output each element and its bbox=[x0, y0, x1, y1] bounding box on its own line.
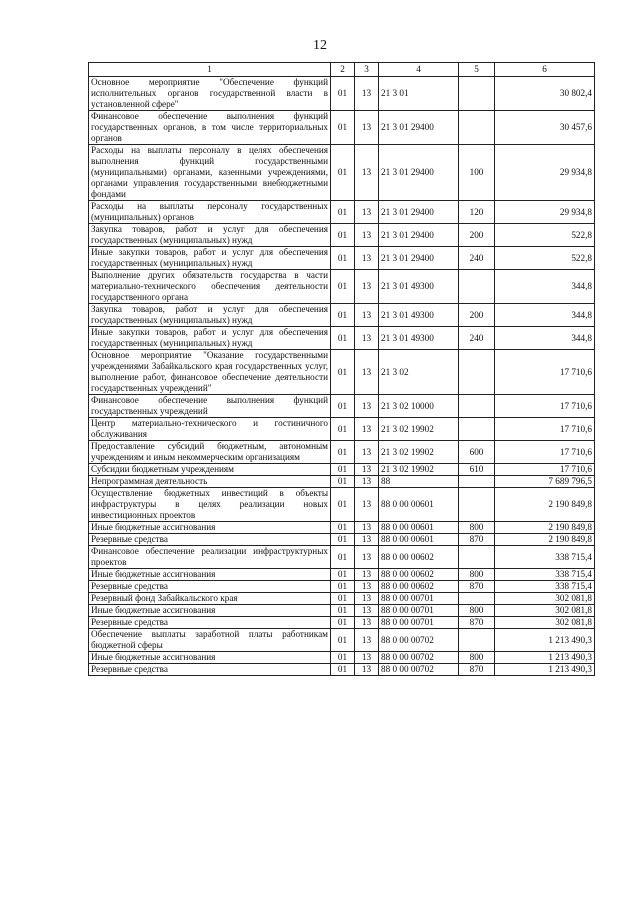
section-code-cell: 01 bbox=[331, 476, 355, 488]
section-code-cell: 01 bbox=[331, 488, 355, 522]
subsection-code-cell: 13 bbox=[355, 569, 379, 581]
section-code-cell: 01 bbox=[331, 395, 355, 418]
subsection-code-cell: 13 bbox=[355, 270, 379, 304]
table-row bbox=[89, 304, 595, 327]
target-item-code-cell: 88 0 00 00702 bbox=[379, 629, 459, 652]
section-code-cell: 01 bbox=[331, 581, 355, 593]
expense-name-cell: Непрограммная деятельность bbox=[89, 476, 331, 488]
section-code-cell: 01 bbox=[331, 464, 355, 476]
expense-type-code-cell: 870 bbox=[459, 617, 495, 629]
target-item-code-cell: 88 0 00 00601 bbox=[379, 522, 459, 534]
section-code-cell: 01 bbox=[331, 534, 355, 546]
amount-cell: 338 715,4 bbox=[495, 569, 595, 581]
subsection-code-cell: 13 bbox=[355, 224, 379, 247]
section-code-cell: 01 bbox=[331, 224, 355, 247]
expense-name-cell: Расходы на выплаты персоналу в целях обеспечения выполнения функций государственными (муниципальными) органами, казенными учреждениями, органами управления государственными внебюджетными фондами bbox=[89, 145, 331, 201]
amount-cell: 17 710,6 bbox=[495, 418, 595, 441]
subsection-code-cell: 13 bbox=[355, 350, 379, 395]
expense-type-code-cell: 600 bbox=[459, 441, 495, 464]
amount-cell: 1 213 490,3 bbox=[495, 664, 595, 676]
expense-name-cell: Предоставление субсидий бюджетным, автономным учреждениям и иным некоммерческим организациям bbox=[89, 441, 331, 464]
expense-name-cell: Закупка товаров, работ и услуг для обеспечения государственных (муниципальных) нужд bbox=[89, 224, 331, 247]
subsection-code-cell: 13 bbox=[355, 488, 379, 522]
expense-name-cell: Иные закупки товаров, работ и услуг для обеспечения государственных (муниципальных) нужд bbox=[89, 327, 331, 350]
amount-cell: 29 934,8 bbox=[495, 201, 595, 224]
target-item-code-cell: 21 3 01 29400 bbox=[379, 201, 459, 224]
amount-cell: 17 710,6 bbox=[495, 441, 595, 464]
subsection-code-cell: 13 bbox=[355, 464, 379, 476]
table-row bbox=[89, 546, 595, 569]
amount-cell: 522,8 bbox=[495, 247, 595, 270]
target-item-code-cell: 21 3 01 49300 bbox=[379, 304, 459, 327]
subsection-code-cell: 13 bbox=[355, 418, 379, 441]
expense-type-code-cell: 870 bbox=[459, 581, 495, 593]
target-item-code-cell: 21 3 01 29400 bbox=[379, 224, 459, 247]
expense-name-cell: Резервные средства bbox=[89, 664, 331, 676]
header-cell: 4 bbox=[379, 63, 459, 77]
target-item-code-cell: 21 3 01 49300 bbox=[379, 270, 459, 304]
table-row bbox=[89, 464, 595, 476]
section-code-cell: 01 bbox=[331, 418, 355, 441]
expense-name-cell: Резервные средства bbox=[89, 534, 331, 546]
section-code-cell: 01 bbox=[331, 664, 355, 676]
section-code-cell: 01 bbox=[331, 111, 355, 145]
table-row bbox=[89, 327, 595, 350]
section-code-cell: 01 bbox=[331, 247, 355, 270]
subsection-code-cell: 13 bbox=[355, 327, 379, 350]
target-item-code-cell: 88 0 00 00701 bbox=[379, 605, 459, 617]
amount-cell: 302 081,8 bbox=[495, 593, 595, 605]
table-row bbox=[89, 629, 595, 652]
table-row bbox=[89, 111, 595, 145]
table-row bbox=[89, 617, 595, 629]
expense-type-code-cell: 610 bbox=[459, 464, 495, 476]
subsection-code-cell: 13 bbox=[355, 522, 379, 534]
table-row bbox=[89, 664, 595, 676]
amount-cell: 7 689 796,5 bbox=[495, 476, 595, 488]
subsection-code-cell: 13 bbox=[355, 145, 379, 201]
target-item-code-cell: 21 3 01 49300 bbox=[379, 327, 459, 350]
expense-type-code-cell bbox=[459, 395, 495, 418]
section-code-cell: 01 bbox=[331, 270, 355, 304]
expense-name-cell: Финансовое обеспечение реализации инфраструктурных проектов bbox=[89, 546, 331, 569]
amount-cell: 344,8 bbox=[495, 304, 595, 327]
expense-name-cell: Обеспечение выплаты заработной платы работникам бюджетной сферы bbox=[89, 629, 331, 652]
header-cell: 5 bbox=[459, 63, 495, 77]
target-item-code-cell: 88 0 00 00602 bbox=[379, 569, 459, 581]
subsection-code-cell: 13 bbox=[355, 546, 379, 569]
header-cell: 2 bbox=[331, 63, 355, 77]
section-code-cell: 01 bbox=[331, 304, 355, 327]
target-item-code-cell: 88 0 00 00602 bbox=[379, 546, 459, 569]
subsection-code-cell: 13 bbox=[355, 111, 379, 145]
expense-type-code-cell bbox=[459, 593, 495, 605]
amount-cell: 302 081,8 bbox=[495, 605, 595, 617]
target-item-code-cell: 88 0 00 00602 bbox=[379, 581, 459, 593]
expense-name-cell: Осуществление бюджетных инвестиций в объекты инфраструктуры в целях реализации новых инвестиционных проектов bbox=[89, 488, 331, 522]
subsection-code-cell: 13 bbox=[355, 581, 379, 593]
subsection-code-cell: 13 bbox=[355, 201, 379, 224]
section-code-cell: 01 bbox=[331, 327, 355, 350]
section-code-cell: 01 bbox=[331, 546, 355, 569]
subsection-code-cell: 13 bbox=[355, 593, 379, 605]
subsection-code-cell: 13 bbox=[355, 664, 379, 676]
expense-name-cell: Расходы на выплаты персоналу государственных (муниципальных) органов bbox=[89, 201, 331, 224]
target-item-code-cell: 21 3 01 29400 bbox=[379, 145, 459, 201]
expense-name-cell: Центр материально-технического и гостиничного обслуживания bbox=[89, 418, 331, 441]
expense-type-code-cell bbox=[459, 546, 495, 569]
amount-cell: 17 710,6 bbox=[495, 464, 595, 476]
expense-type-code-cell: 800 bbox=[459, 605, 495, 617]
header-cell: 6 bbox=[495, 63, 595, 77]
subsection-code-cell: 13 bbox=[355, 395, 379, 418]
expense-name-cell: Иные бюджетные ассигнования bbox=[89, 569, 331, 581]
amount-cell: 17 710,6 bbox=[495, 350, 595, 395]
expense-name-cell: Закупка товаров, работ и услуг для обеспечения государственных (муниципальных) нужд bbox=[89, 304, 331, 327]
table-row bbox=[89, 581, 595, 593]
target-item-code-cell: 21 3 01 29400 bbox=[379, 247, 459, 270]
target-item-code-cell: 21 3 02 10000 bbox=[379, 395, 459, 418]
amount-cell: 29 934,8 bbox=[495, 145, 595, 201]
expense-type-code-cell bbox=[459, 111, 495, 145]
table-row bbox=[89, 224, 595, 247]
expense-type-code-cell bbox=[459, 629, 495, 652]
subsection-code-cell: 13 bbox=[355, 629, 379, 652]
section-code-cell: 01 bbox=[331, 145, 355, 201]
expense-name-cell: Финансовое обеспечение выполнения функций государственных органов, в том числе территориальных органов bbox=[89, 111, 331, 145]
section-code-cell: 01 bbox=[331, 201, 355, 224]
subsection-code-cell: 13 bbox=[355, 304, 379, 327]
target-item-code-cell: 88 0 00 00601 bbox=[379, 488, 459, 522]
section-code-cell: 01 bbox=[331, 569, 355, 581]
section-code-cell: 01 bbox=[331, 629, 355, 652]
table-row bbox=[89, 652, 595, 664]
amount-cell: 522,8 bbox=[495, 224, 595, 247]
target-item-code-cell: 21 3 02 bbox=[379, 350, 459, 395]
expense-type-code-cell: 240 bbox=[459, 247, 495, 270]
page-number: 12 bbox=[313, 38, 327, 53]
expense-name-cell: Выполнение других обязательств государства в части материально-технического обеспечения деятельности государственного органа bbox=[89, 270, 331, 304]
section-code-cell: 01 bbox=[331, 605, 355, 617]
amount-cell: 2 190 849,8 bbox=[495, 488, 595, 522]
subsection-code-cell: 13 bbox=[355, 476, 379, 488]
table-row bbox=[89, 77, 595, 111]
table-row bbox=[89, 534, 595, 546]
expense-name-cell: Резервные средства bbox=[89, 581, 331, 593]
target-item-code-cell: 88 0 00 00701 bbox=[379, 617, 459, 629]
table-row bbox=[89, 350, 595, 395]
expense-type-code-cell bbox=[459, 270, 495, 304]
expense-name-cell: Основное мероприятие "Оказание государственными учреждениями Забайкальского края государственных услуг, выполнение работ, финансовое обеспечение деятельности государственных учреждений" bbox=[89, 350, 331, 395]
target-item-code-cell: 21 3 02 19902 bbox=[379, 441, 459, 464]
section-code-cell: 01 bbox=[331, 593, 355, 605]
table-row bbox=[89, 418, 595, 441]
subsection-code-cell: 13 bbox=[355, 441, 379, 464]
expense-name-cell: Резервные средства bbox=[89, 617, 331, 629]
expense-name-cell: Иные бюджетные ассигнования bbox=[89, 652, 331, 664]
table-row bbox=[89, 605, 595, 617]
target-item-code-cell: 21 3 02 19902 bbox=[379, 464, 459, 476]
section-code-cell: 01 bbox=[331, 441, 355, 464]
subsection-code-cell: 13 bbox=[355, 617, 379, 629]
table-row bbox=[89, 395, 595, 418]
expense-type-code-cell: 240 bbox=[459, 327, 495, 350]
expense-type-code-cell: 200 bbox=[459, 304, 495, 327]
header-cell: 3 bbox=[355, 63, 379, 77]
expense-type-code-cell: 800 bbox=[459, 652, 495, 664]
section-code-cell: 01 bbox=[331, 522, 355, 534]
subsection-code-cell: 13 bbox=[355, 247, 379, 270]
target-item-code-cell: 88 0 00 00702 bbox=[379, 664, 459, 676]
target-item-code-cell: 88 0 00 00601 bbox=[379, 534, 459, 546]
table-row bbox=[89, 593, 595, 605]
amount-cell: 2 190 849,8 bbox=[495, 534, 595, 546]
expense-type-code-cell bbox=[459, 77, 495, 111]
amount-cell: 17 710,6 bbox=[495, 395, 595, 418]
target-item-code-cell: 21 3 01 29400 bbox=[379, 111, 459, 145]
table-row bbox=[89, 247, 595, 270]
table-row bbox=[89, 476, 595, 488]
expense-type-code-cell: 800 bbox=[459, 522, 495, 534]
amount-cell: 344,8 bbox=[495, 327, 595, 350]
expense-type-code-cell: 200 bbox=[459, 224, 495, 247]
table-row bbox=[89, 145, 595, 201]
expense-type-code-cell bbox=[459, 488, 495, 522]
section-code-cell: 01 bbox=[331, 350, 355, 395]
expense-type-code-cell: 100 bbox=[459, 145, 495, 201]
table-row bbox=[89, 569, 595, 581]
section-code-cell: 01 bbox=[331, 617, 355, 629]
expense-name-cell: Иные бюджетные ассигнования bbox=[89, 522, 331, 534]
expense-name-cell: Иные бюджетные ассигнования bbox=[89, 605, 331, 617]
amount-cell: 344,8 bbox=[495, 270, 595, 304]
expense-type-code-cell: 870 bbox=[459, 534, 495, 546]
expense-type-code-cell bbox=[459, 418, 495, 441]
expense-type-code-cell: 120 bbox=[459, 201, 495, 224]
amount-cell: 1 213 490,3 bbox=[495, 652, 595, 664]
subsection-code-cell: 13 bbox=[355, 77, 379, 111]
expense-type-code-cell: 800 bbox=[459, 569, 495, 581]
amount-cell: 30 802,4 bbox=[495, 77, 595, 111]
expense-name-cell: Резервный фонд Забайкальского края bbox=[89, 593, 331, 605]
expense-type-code-cell: 870 bbox=[459, 664, 495, 676]
target-item-code-cell: 21 3 02 19902 bbox=[379, 418, 459, 441]
section-code-cell: 01 bbox=[331, 77, 355, 111]
table-header-row bbox=[89, 63, 595, 77]
expense-name-cell: Финансовое обеспечение выполнения функций государственных учреждений bbox=[89, 395, 331, 418]
table-row bbox=[89, 522, 595, 534]
section-code-cell: 01 bbox=[331, 652, 355, 664]
amount-cell: 338 715,4 bbox=[495, 581, 595, 593]
budget-table bbox=[88, 62, 595, 676]
subsection-code-cell: 13 bbox=[355, 652, 379, 664]
expense-name-cell: Иные закупки товаров, работ и услуг для обеспечения государственных (муниципальных) нужд bbox=[89, 247, 331, 270]
target-item-code-cell: 88 0 00 00701 bbox=[379, 593, 459, 605]
amount-cell: 30 457,6 bbox=[495, 111, 595, 145]
target-item-code-cell: 88 0 00 00702 bbox=[379, 652, 459, 664]
subsection-code-cell: 13 bbox=[355, 534, 379, 546]
expense-name-cell: Основное мероприятие "Обеспечение функций исполнительных органов государственной власти в установленной сфере" bbox=[89, 77, 331, 111]
expense-type-code-cell bbox=[459, 350, 495, 395]
table-row bbox=[89, 441, 595, 464]
target-item-code-cell: 21 3 01 bbox=[379, 77, 459, 111]
table-body bbox=[89, 77, 595, 676]
amount-cell: 338 715,4 bbox=[495, 546, 595, 569]
table-row bbox=[89, 201, 595, 224]
header-cell: 1 bbox=[89, 63, 331, 77]
subsection-code-cell: 13 bbox=[355, 605, 379, 617]
target-item-code-cell: 88 bbox=[379, 476, 459, 488]
expense-name-cell: Субсидии бюджетным учреждениям bbox=[89, 464, 331, 476]
amount-cell: 302 081,8 bbox=[495, 617, 595, 629]
amount-cell: 1 213 490,3 bbox=[495, 629, 595, 652]
expense-type-code-cell bbox=[459, 476, 495, 488]
table-row bbox=[89, 488, 595, 522]
amount-cell: 2 190 849,8 bbox=[495, 522, 595, 534]
table-row bbox=[89, 270, 595, 304]
